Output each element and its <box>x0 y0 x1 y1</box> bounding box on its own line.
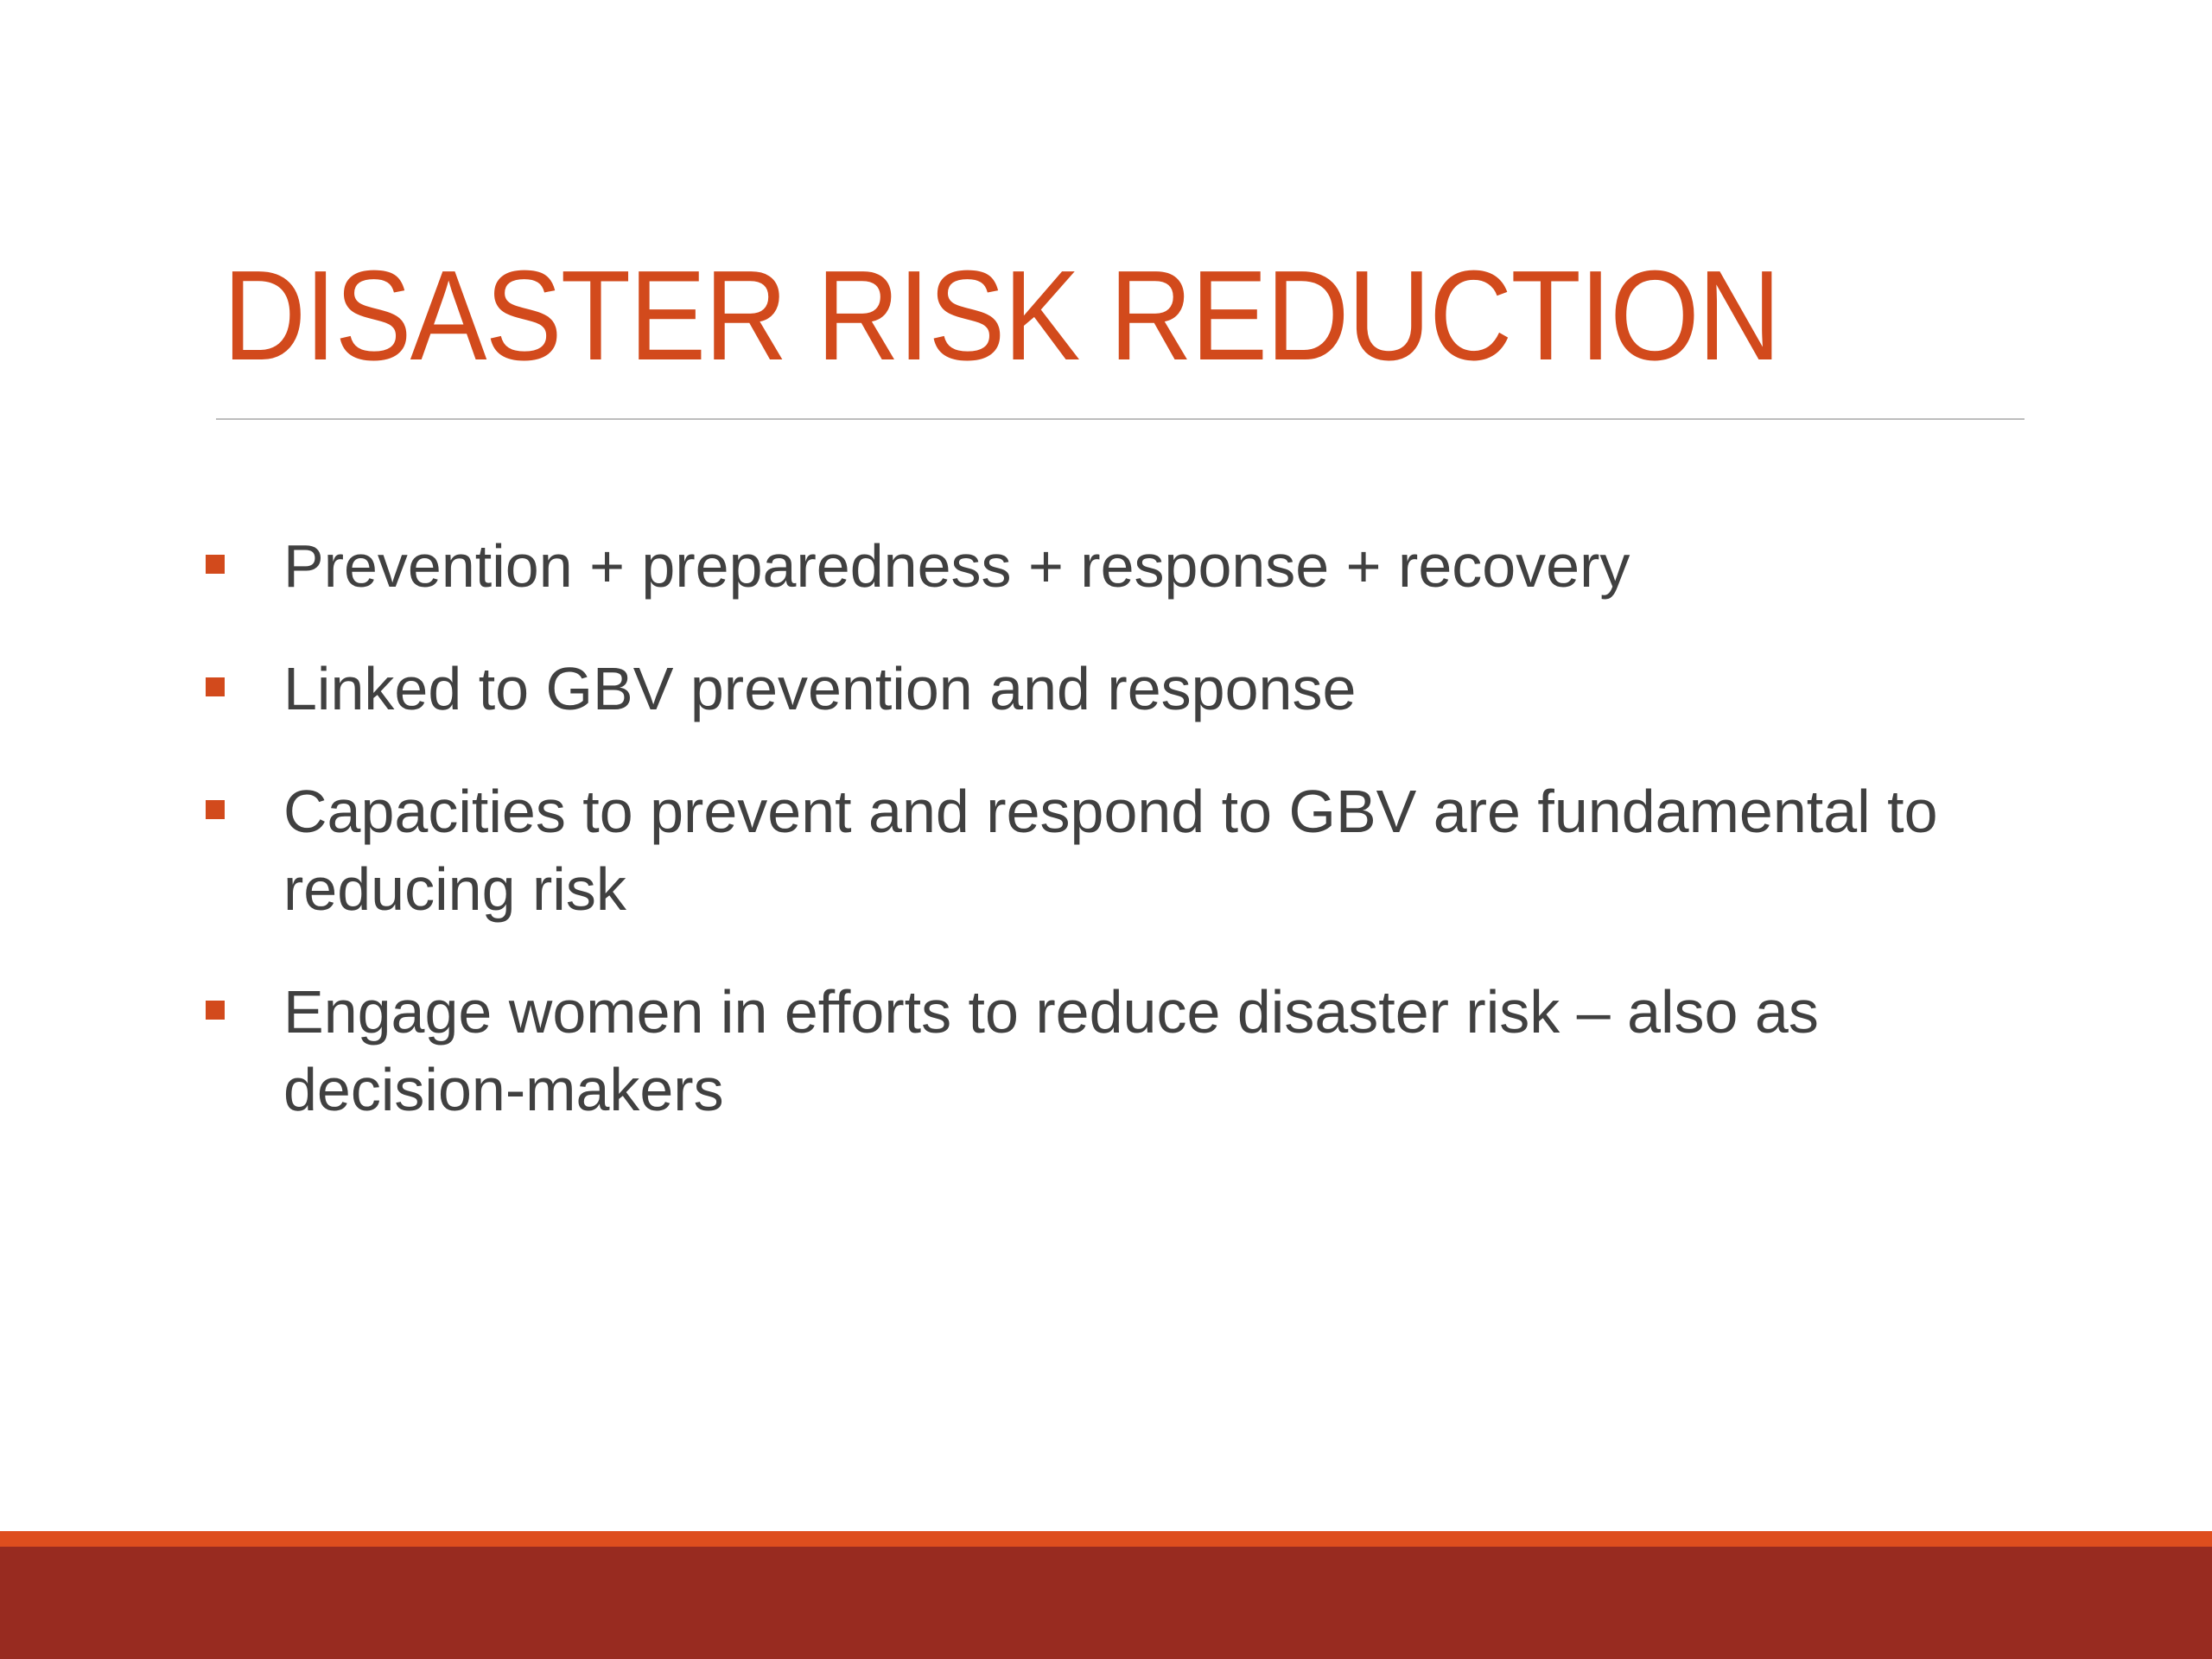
slide-title: DISASTER RISK REDUCTION <box>223 245 1780 387</box>
square-bullet-icon <box>206 800 225 819</box>
bullet-item <box>199 650 2013 728</box>
title-divider <box>216 418 2024 420</box>
bullet-text: Prevention + preparedness + response + recovery <box>283 532 1630 600</box>
footer-band <box>0 1547 2212 1659</box>
bullet-item <box>199 772 2013 928</box>
bullet-item <box>199 973 2013 1128</box>
footer-accent-stripe <box>0 1531 2212 1547</box>
bullet-list <box>199 527 2013 1173</box>
square-bullet-icon <box>206 1001 225 1020</box>
bullet-text: Engage women in efforts to reduce disaster risk – also as decision-makers <box>283 978 1819 1123</box>
bullet-text: Linked to GBV prevention and response <box>283 655 1357 722</box>
bullet-item <box>199 527 2013 605</box>
bullet-text: Capacities to prevent and respond to GBV are fundamental to reducing risk <box>283 778 1938 923</box>
square-bullet-icon <box>206 555 225 574</box>
square-bullet-icon <box>206 677 225 696</box>
